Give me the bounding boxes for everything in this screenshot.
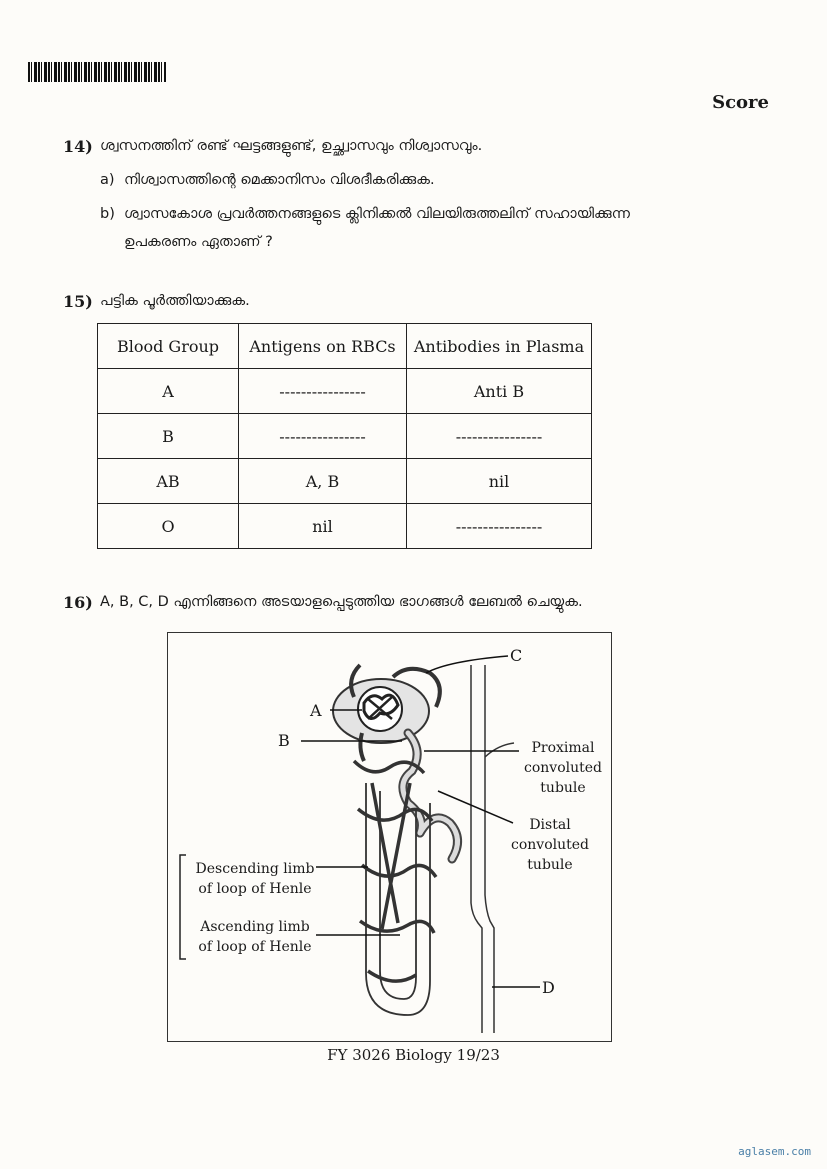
- loop-bracket: [180, 855, 186, 959]
- label-a: A: [310, 701, 322, 720]
- table-header-cell: Blood Group: [98, 324, 239, 369]
- label-b: B: [278, 731, 290, 750]
- score-label: Score: [712, 92, 769, 113]
- table-header-row: [98, 324, 592, 369]
- table-row: [98, 459, 592, 504]
- label-descending-limb: Descending limb of loop of Henle: [195, 861, 315, 897]
- bowmans-capsule: [333, 679, 429, 743]
- table-cell: ----------------: [239, 414, 407, 459]
- label-d: D: [542, 978, 555, 997]
- question-14b-text-line2: ഉപകരണം ഏതാണ് ?: [124, 234, 273, 250]
- page-footer: FY 3026 Biology 19/23: [327, 1046, 500, 1064]
- label-c: C: [510, 646, 523, 665]
- barcode: [28, 62, 166, 82]
- question-14-number: 14): [63, 137, 93, 156]
- table-cell: A: [98, 369, 239, 414]
- question-14b-label: b): [100, 206, 115, 222]
- question-14b-text-line1: ശ്വാസകോശ പ്രവർത്തനങ്ങളുടെ ക്ലിനിക്കൽ വിലയിരുത്തലിന് സഹായിക്കുന്ന: [124, 206, 630, 222]
- question-14-text: ശ്വസനത്തിന് രണ്ട് ഘട്ടങ്ങളുണ്ട്, ഉച്ഛ്വാസവും നിശ്വാസവും.: [100, 138, 483, 154]
- table-cell: ----------------: [407, 504, 592, 549]
- table-cell: ----------------: [407, 414, 592, 459]
- question-16-text: A, B, C, D എന്നിങ്ങനെ അടയാളപ്പെടുത്തിയ ഭാഗങ്ങൾ ലേബൽ ചെയ്യുക.: [100, 594, 583, 610]
- table-row: [98, 504, 592, 549]
- blood-group-table: [97, 323, 592, 549]
- label-ascending-limb: Ascending limb of loop of Henle: [198, 919, 312, 955]
- watermark: aglasem.com: [738, 1145, 811, 1158]
- question-14a-text: നിശ്വാസത്തിന്റെ മെക്കാനിസം വിശദീകരിക്കുക.: [124, 172, 435, 188]
- table-cell: O: [98, 504, 239, 549]
- table-cell: nil: [407, 459, 592, 504]
- table-header-cell: Antigens on RBCs: [239, 324, 407, 369]
- label-distal-convoluted-tubule: Distal convoluted tubule: [511, 817, 589, 873]
- table-cell: Anti B: [407, 369, 592, 414]
- question-14a-label: a): [100, 172, 115, 188]
- table-cell: A, B: [239, 459, 407, 504]
- table-header-cell: Antibodies in Plasma: [407, 324, 592, 369]
- table-row: [98, 369, 592, 414]
- table-cell: AB: [98, 459, 239, 504]
- nephron-diagram: [167, 632, 612, 1042]
- table-cell: ----------------: [239, 369, 407, 414]
- question-15-number: 15): [63, 292, 93, 311]
- table-row: [98, 414, 592, 459]
- table-cell: nil: [239, 504, 407, 549]
- table-cell: B: [98, 414, 239, 459]
- question-16-number: 16): [63, 593, 93, 612]
- label-proximal-convoluted-tubule: Proximal convoluted tubule: [524, 740, 602, 796]
- question-15-text: പട്ടിക പൂർത്തിയാക്കുക.: [100, 293, 250, 309]
